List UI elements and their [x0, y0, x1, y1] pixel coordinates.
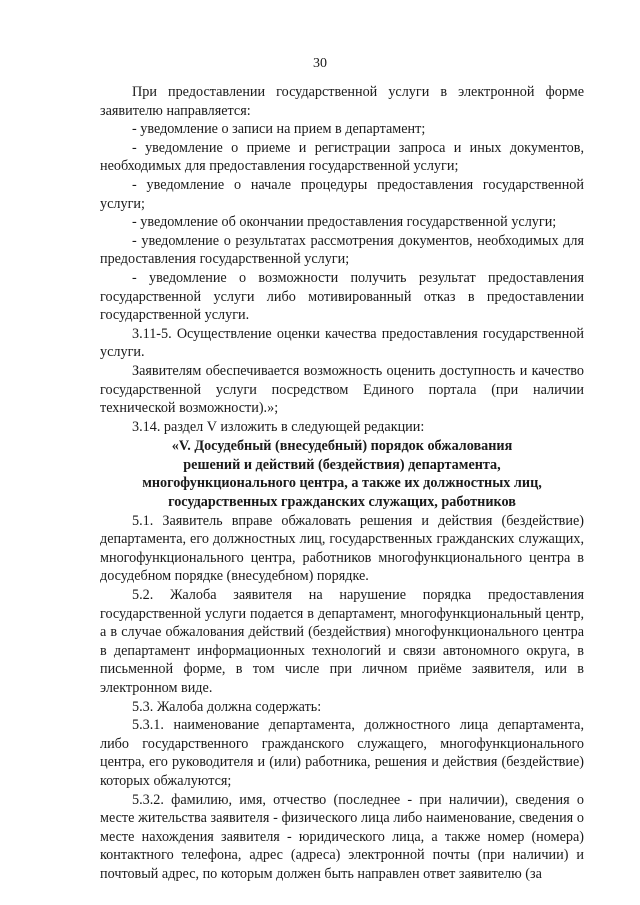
heading-line-2: решений и действий (бездействия) департамента,	[183, 456, 501, 473]
document-body	[100, 83, 584, 884]
heading-line-3: многофункционального центра, а также их должностных лиц,	[142, 475, 542, 492]
paragraph-quality-assessment: 3.11-5. Осуществление оценки качества предоставления государственной услуги.	[100, 325, 584, 361]
page-number: 30	[313, 56, 327, 71]
section-v-heading	[100, 437, 584, 511]
notification-item-service-end: - уведомление об окончании предоставления государственной услуги;	[132, 214, 557, 231]
notification-item-result-available: - уведомление о возможности получить результат предоставления государственной услуги либо мотивированный отказ в предоставлении государственной услуги.	[100, 269, 584, 324]
clause-5-3: 5.3. Жалоба должна содержать:	[132, 698, 322, 715]
paragraph-quality-portal: Заявителям обеспечивается возможность оценить доступность и качество государственной услуги посредством Единого портала (при наличии технической возможности).»;	[100, 362, 584, 417]
heading-line-4: государственных гражданских служащих, работников	[168, 494, 516, 511]
notification-item-procedure-start: - уведомление о начале процедуры предоставления государственной услуги;	[100, 176, 584, 212]
paragraph-electronic-notifications: При предоставлении государственной услуги в электронной форме заявителю направляется:	[100, 84, 584, 119]
notification-item-review-results: - уведомление о результатах рассмотрения документов, необходимых для предоставления государственной услуги;	[100, 232, 584, 268]
clause-5-3-1: 5.3.1. наименование департамента, должностного лица департамента, либо государственного гражданского служащего, многофункционального центра, его руководителя и (или) работника, решения и действия (бездействие) которых обжалуются;	[100, 717, 584, 789]
paragraph-section-v-amendment: 3.14. раздел V изложить в следующей редакции:	[132, 418, 425, 435]
clause-5-2: 5.2. Жалоба заявителя на нарушение порядка предоставления государственной услуги подается в департамент, многофункциональный центр, а в случае обжалования действий (бездействия) многофункционального центра в департамент информационных технологий и связи автономного округа, в письменной форме, в том числе при личном приёме заявителя, или в электронном виде.	[100, 587, 584, 696]
notification-item-request-registration: - уведомление о приеме и регистрации запроса и иных документов, необходимых для предоставления государственной услуги;	[100, 139, 584, 175]
clause-5-3-2: 5.3.2. фамилию, имя, отчество (последнее - при наличии), сведения о месте жительства заявителя - физического лица либо наименование, сведения о месте нахождения заявителя - юридического лица, а также номер (номера) контактного телефона, адрес (адреса) электронной почты (при наличии) и почтовый адрес, по которым должен быть направлен ответ заявителю (за	[100, 791, 584, 882]
clause-5-1: 5.1. Заявитель вправе обжаловать решения и действия (бездействие) департамента, его должностных лиц, государственных гражданских служащих, многофункционального центра, работников многофункционального центра в досудебном порядке (внесудебном) порядке.	[100, 512, 584, 585]
notification-item-appointment: - уведомление о записи на прием в департамент;	[132, 121, 426, 138]
heading-line-1: «V. Досудебный (внесудебный) порядок обжалования	[171, 438, 513, 455]
